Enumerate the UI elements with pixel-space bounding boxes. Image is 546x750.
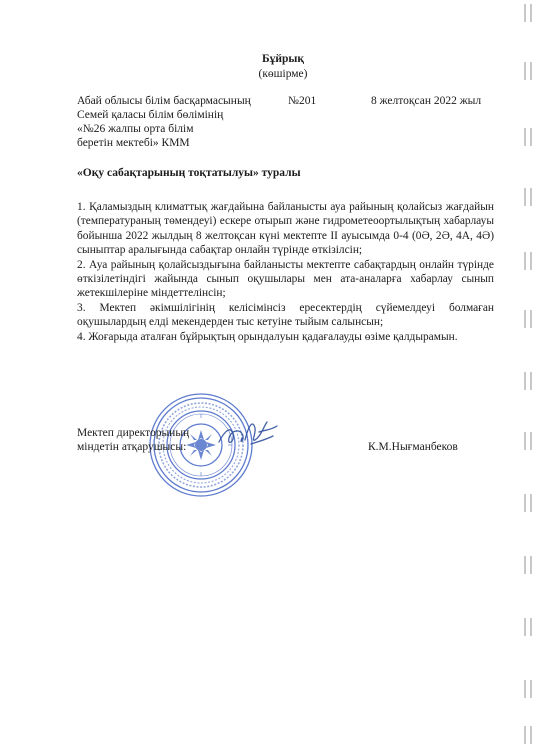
order-number: №201 <box>288 95 317 107</box>
document-subtitle: (көшірме) <box>258 68 308 80</box>
handwritten-signature-icon <box>215 418 281 452</box>
order-paragraph-1: 1. Қаламыздың климаттық жағдайына байланысты ауа райының қолайсыз жағдайын (температураның төмендеуі) ескере отырып және гидрометеоортылықтың хабарлауы бойынша 2022 жылдың 8 желтоқсан күні мектепте ІІ ауысымда 0-4 (0Ә, 2Ә, 4А, 4Ә) сыныптар аралығында сабақтар онлайн түрінде өткізілсін; <box>77 201 494 257</box>
order-paragraph-4: 4. Жоғарыда аталған бұйрықтың орындалуын қадағалауды өзіме қалдырамын. <box>77 330 458 343</box>
order-paragraph-2: 2. Ауа райының қолайсыздығына байланысты мектепте сабақтардың онлайн түрінде өткізілетіндігі жайында сынып оқушылары мен ата-аналарға хабарлау сынып жетекшілеріне міндеттелінсін; <box>77 258 494 300</box>
order-heading: «Оқу сабақтарының тоқтатылуы» туралы <box>77 167 301 179</box>
signer-position-line-1: Мектеп директорының <box>77 427 190 439</box>
document-title: Бұйрық <box>262 53 304 65</box>
order-date: 8 желтоқсан 2022 жыл <box>371 95 482 107</box>
organization-line-3: «№26 жалпы орта білім <box>77 123 194 135</box>
signer-name: К.М.Нығманбеков <box>368 441 458 453</box>
signer-position-line-2: міндетін атқарушысы: <box>77 441 187 453</box>
organization-line-1: Абай облысы білім басқармасының <box>77 95 251 107</box>
order-paragraph-3: 3. Мектеп әкімшілігінің келісімінсіз ересектердің сүйемелдеуі болмаған оқушылардың елді мекендерден тыс кетуіне тыйым салынсын; <box>77 301 494 329</box>
organization-line-2: Семей қаласы білім бөлімінің <box>77 109 224 121</box>
order-body <box>77 200 494 344</box>
organization-line-4: беретін мектебі» КММ <box>77 137 190 149</box>
